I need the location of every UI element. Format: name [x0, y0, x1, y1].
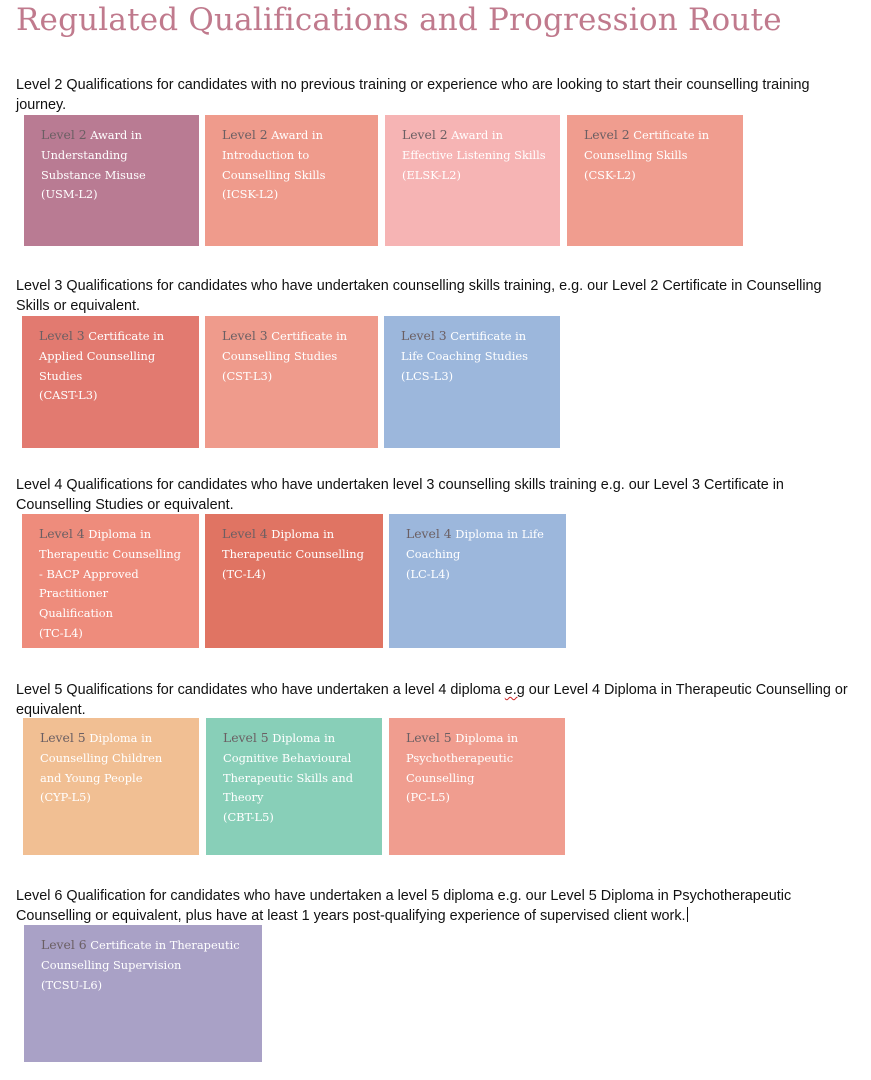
level-4-intro: Level 4 Qualifications for candidates who have undertaken level 3 counselling skills training e.g. our Level 3 Certificate in Counselling Studies or equivalent. — [16, 477, 784, 513]
card-pc-l5[interactable] — [389, 718, 565, 855]
card-level-label: Level 5 — [223, 730, 269, 745]
card-text-line: (ELSK-L2) — [402, 167, 461, 182]
card-text-line: (CAST-L3) — [39, 388, 98, 403]
card-text-line: Counselling Children — [40, 750, 163, 765]
card-heading — [401, 326, 550, 347]
card-text-line: Coaching — [406, 546, 461, 561]
card-heading — [584, 125, 733, 146]
card-text-line: Substance Misuse — [41, 167, 146, 182]
card-lcs-l3[interactable] — [384, 316, 560, 448]
card-text-line: (CSK-L2) — [584, 167, 636, 182]
card-text-line: Counselling — [406, 770, 475, 785]
card-text-line: (LCS-L3) — [401, 368, 454, 383]
card-level-label: Level 5 — [40, 730, 86, 745]
card-level-label: Level 3 — [222, 328, 268, 343]
card-text-line: and Young People — [40, 770, 143, 785]
card-heading — [222, 524, 373, 545]
card-title-text: Certificate in Therapeutic — [86, 938, 240, 952]
card-heading — [39, 326, 189, 347]
card-text-line: Theory — [223, 790, 264, 805]
card-cst-l3[interactable] — [205, 316, 378, 448]
card-text-line: Psychotherapeutic — [406, 750, 514, 765]
card-level-label: Level 5 — [406, 730, 452, 745]
card-heading — [402, 125, 550, 146]
card-text-line: (CYP-L5) — [40, 790, 91, 805]
card-title-text: Certificate in — [629, 128, 710, 142]
card-text-line: - BACP Approved — [39, 566, 139, 581]
card-text-line: (CST-L3) — [222, 368, 273, 383]
card-heading — [39, 524, 189, 545]
card-elsk-l2[interactable] — [385, 115, 560, 246]
card-title-text: Diploma in — [268, 731, 336, 745]
card-text-line: Therapeutic Counselling — [39, 546, 181, 561]
card-level-label: Level 4 — [222, 526, 268, 541]
card-title-text: Award in — [267, 128, 323, 142]
card-heading — [222, 326, 368, 347]
card-title-text: Diploma in — [84, 527, 152, 541]
card-level-label: Level 4 — [406, 526, 452, 541]
card-level-label: Level 3 — [401, 328, 447, 343]
card-level-label: Level 2 — [584, 127, 630, 142]
level-2-intro: Level 2 Qualifications for candidates with no previous training or experience who are looking to start their counselling training journey. — [16, 77, 810, 113]
card-heading — [406, 728, 555, 749]
card-heading — [41, 935, 252, 956]
card-heading — [222, 125, 368, 146]
card-text-line: Counselling Studies — [222, 348, 338, 363]
card-text-line: Therapeutic Skills and — [223, 770, 354, 785]
card-tc-l4[interactable] — [205, 514, 383, 648]
card-title-text: Certificate in — [267, 329, 348, 343]
card-cast-l3[interactable] — [22, 316, 199, 448]
card-level-label: Level 2 — [41, 127, 87, 142]
card-text-line: (TC-L4) — [222, 566, 266, 581]
level-6-intro — [16, 887, 854, 926]
card-level-label: Level 2 — [222, 127, 268, 142]
card-text-line: Effective Listening Skills — [402, 147, 546, 162]
card-text-line: Counselling Skills — [222, 167, 326, 182]
card-title-text: Diploma in — [85, 731, 153, 745]
card-level-label: Level 6 — [41, 937, 87, 952]
card-title-text: Diploma in Life — [451, 527, 544, 541]
level-3-intro: Level 3 Qualifications for candidates who have undertaken counselling skills training, e.g. our Level 2 Certificate in Counselling Skills or equivalent. — [16, 278, 822, 314]
card-text-line: Applied Counselling — [39, 348, 156, 363]
card-tcsu-l6[interactable] — [24, 925, 262, 1062]
card-text-line: Cognitive Behavioural — [223, 750, 352, 765]
level-5-intro — [16, 681, 854, 720]
card-text-line: (PC-L5) — [406, 790, 450, 805]
card-text-line: Counselling Skills — [584, 147, 688, 162]
card-level-label: Level 4 — [39, 526, 85, 541]
card-text-line: Understanding — [41, 147, 128, 162]
card-tc-l4-bacp[interactable] — [22, 514, 199, 648]
card-text-line: (LC-L4) — [406, 566, 450, 581]
card-text-line: (TCSU-L6) — [41, 977, 103, 992]
card-text-line: (ICSK-L2) — [222, 187, 279, 202]
page-title: Regulated Qualifications and Progression Route — [16, 2, 782, 38]
card-level-label: Level 3 — [39, 328, 85, 343]
card-text-line: Counselling Supervision — [41, 957, 182, 972]
level-5-intro-text-end: our Level 4 Diploma in Therapeutic Counselling or equivalent. — [16, 682, 848, 718]
card-icsk-l2[interactable] — [205, 115, 378, 246]
card-title-text: Diploma in — [267, 527, 335, 541]
card-csk-l2[interactable] — [567, 115, 743, 246]
card-text-line: (USM-L2) — [41, 187, 98, 202]
level-6-intro-text: Level 6 Qualification for candidates who have undertaken a level 5 diploma e.g. our Level 5 Diploma in Psychotherapeutic Counselling or equivalent, plus have at least 1 years post-qualifying experience of supervised client work. — [16, 888, 792, 924]
card-cyp-l5[interactable] — [23, 718, 199, 855]
card-title-text: Award in — [86, 128, 142, 142]
card-usm-l2[interactable] — [24, 115, 199, 246]
spelling-flag[interactable]: e.g — [504, 682, 525, 698]
level-5-intro-text-start: Level 5 Qualifications for candidates who have undertaken a level 4 diploma — [16, 682, 505, 698]
card-heading — [223, 728, 372, 749]
card-text-line: Practitioner — [39, 586, 109, 601]
card-text-line: Therapeutic Counselling — [222, 546, 364, 561]
card-text-line: (CBT-L5) — [223, 810, 274, 825]
card-title-text: Award in — [447, 128, 503, 142]
card-title-text: Certificate in — [446, 329, 527, 343]
card-text-line: Studies — [39, 368, 83, 383]
card-cbt-l5[interactable] — [206, 718, 382, 855]
text-cursor — [687, 907, 688, 922]
card-text-line: Introduction to — [222, 147, 310, 162]
card-text-line: Life Coaching Studies — [401, 348, 528, 363]
card-title-text: Diploma in — [451, 731, 519, 745]
card-heading — [41, 125, 189, 146]
card-text-line: (TC-L4) — [39, 625, 83, 640]
card-heading — [40, 728, 189, 749]
card-heading — [406, 524, 556, 545]
card-title-text: Certificate in — [84, 329, 165, 343]
card-level-label: Level 2 — [402, 127, 448, 142]
card-text-line: Qualification — [39, 606, 113, 621]
card-lc-l4[interactable] — [389, 514, 566, 648]
